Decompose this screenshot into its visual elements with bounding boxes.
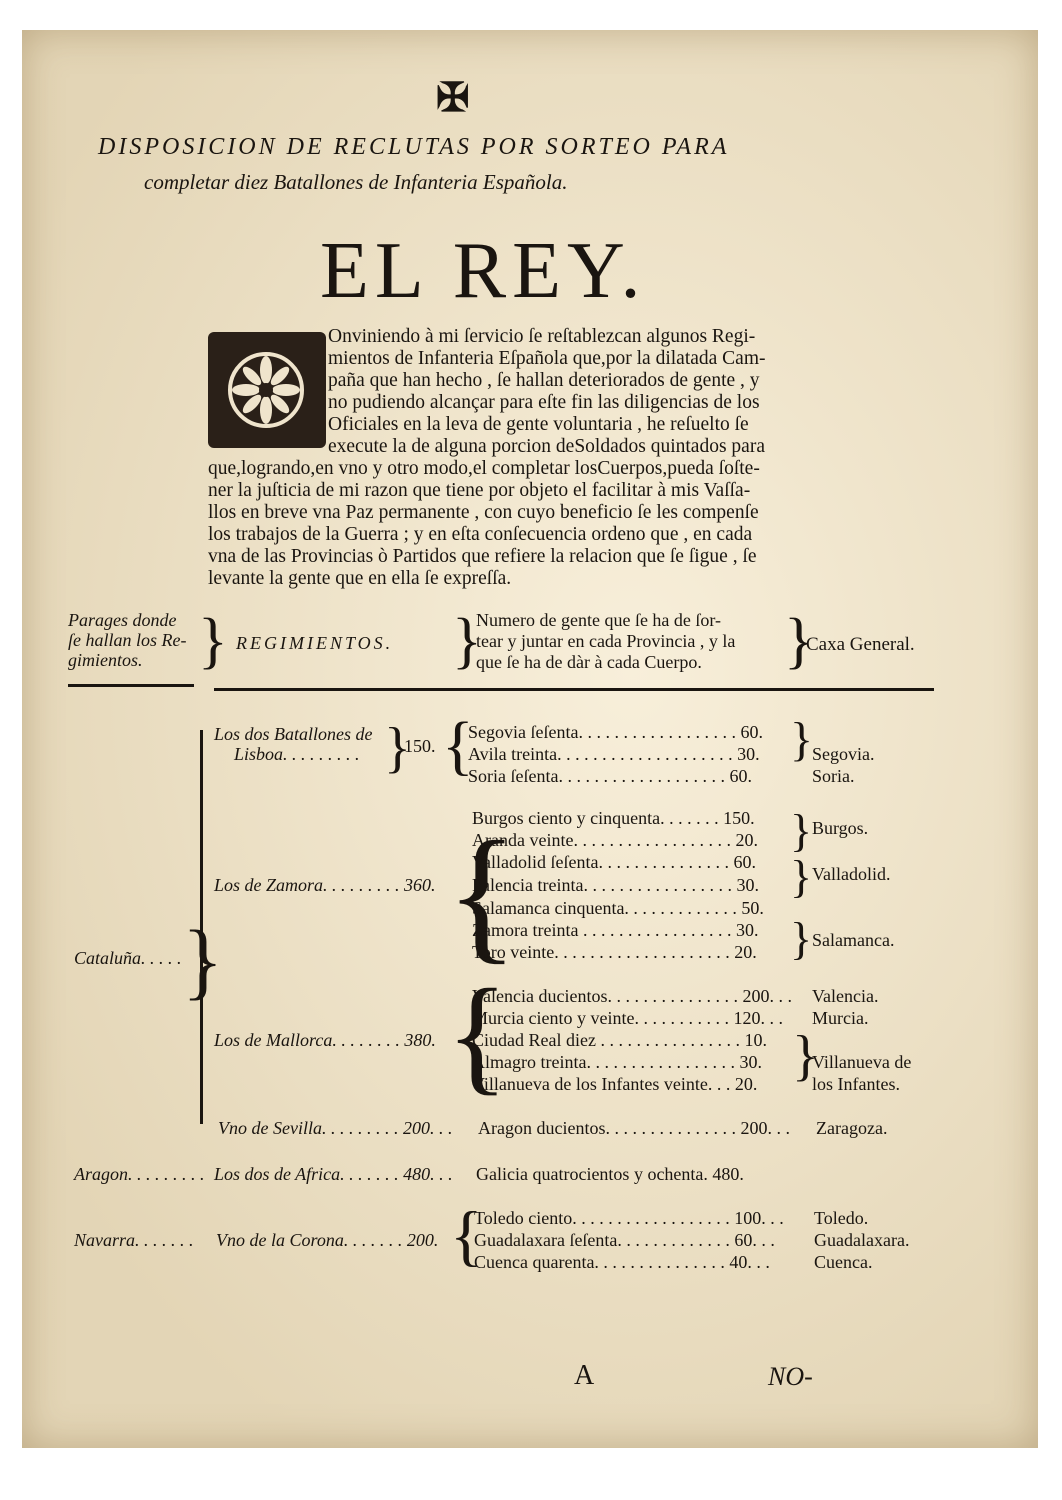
province-row: Galicia quatrocientos y ochenta. 480. (476, 1164, 744, 1184)
flower-icon (226, 350, 306, 430)
header-caxa: Caxa General. (806, 634, 915, 655)
province-row: Valladolid ſeſenta. . . . . . . . . . . . . . . 60. (472, 852, 756, 872)
body-line: levante la gente que en ella ſe expreſſa. (208, 568, 512, 589)
brace: } (198, 607, 228, 675)
brace: } (182, 912, 224, 1008)
caxa-name: Valencia. (812, 986, 879, 1006)
header-rule (214, 688, 934, 691)
caxa-name: Murcia. (812, 1008, 869, 1028)
brace: } (790, 713, 814, 766)
document-page (22, 30, 1038, 1448)
brace: { (442, 709, 474, 782)
caxa-name: Burgos. (812, 818, 869, 838)
province-row: Valencia ducientos. . . . . . . . . . . . . . . 200. . . (472, 986, 792, 1006)
body-line: llos en breve vna Paz permanente , con cuyo beneficio ſe les compenſe (208, 502, 759, 523)
parage-name: Aragon. . . . . . . . . (74, 1164, 205, 1184)
header-regimientos: REGIMIENTOS. (236, 633, 394, 653)
brace: } (790, 805, 813, 856)
caxa-name: Soria. (812, 766, 855, 786)
body-line: Onviniendo à mi ſervicio ſe reſtablezcan algunos Regi- (328, 326, 756, 347)
regiment-name: Los dos Batallones de (214, 724, 373, 744)
province-row: Burgos ciento y cinquenta. . . . . . . 150. (472, 808, 755, 828)
province-row: Murcia ciento y veinte. . . . . . . . . . . 120. . . (472, 1008, 783, 1028)
cross-ornament: ✠ (436, 75, 470, 120)
caxa-name: los Infantes. (812, 1074, 900, 1094)
regiment-name: Los dos de Africa. . . . . . . 480. . . (214, 1164, 453, 1184)
main-heading: EL REY. (320, 227, 647, 315)
caxa-name: Salamanca. (812, 930, 895, 950)
regiment-total: 150. (404, 736, 436, 756)
caxa-name: Cuenca. (814, 1252, 873, 1272)
regiment-name: Vno de Sevilla. . . . . . . . . 200. . . (218, 1118, 453, 1138)
body-line: Oficiales en la leva de gente voluntaria , he reſuelto ſe (328, 414, 749, 435)
province-row: Avila treinta. . . . . . . . . . . . . . . . . . . . 30. (468, 744, 760, 764)
parage-name: Navarra. . . . . . . (74, 1230, 194, 1250)
brace: { (450, 1197, 483, 1273)
body-line: que,logrando,en vno y otro modo,el completar losCuerpos,pueda ſoſte- (208, 458, 760, 479)
province-row: Villanueva de los Infantes veinte. . . 20. (472, 1074, 758, 1094)
province-row: Soria ſeſenta. . . . . . . . . . . . . . . . . . . 60. (468, 766, 752, 786)
province-row: Cuenca quarenta. . . . . . . . . . . . . . . 40. . . (474, 1252, 770, 1272)
province-row: Aranda veinte. . . . . . . . . . . . . . . . . . 20. (472, 830, 758, 850)
signature-mark: A (574, 1360, 595, 1391)
province-row: Palencia treinta. . . . . . . . . . . . . . . . . 30. (472, 875, 759, 895)
province-row: Segovia ſeſenta. . . . . . . . . . . . . . . . . . 60. (468, 722, 763, 742)
brace: } (790, 851, 813, 902)
body-line: execute la de alguna porcion deSoldados quintados para (328, 436, 765, 457)
regiment-name: Vno de la Corona. . . . . . . 200. (216, 1230, 439, 1250)
catchword: NO- (768, 1362, 813, 1391)
province-row: Guadalaxara ſeſenta. . . . . . . . . . . . . 60. . . (474, 1230, 775, 1250)
body-line: no pudiendo alcançar para eſte fin las diligencias de los (328, 392, 760, 413)
header-parages-line: gimientos. (68, 650, 143, 670)
dropcap-ornament (208, 332, 326, 448)
caxa-name: Toledo. (814, 1208, 869, 1228)
province-row: Almagro treinta. . . . . . . . . . . . . . . . . 30. (472, 1052, 762, 1072)
province-row: Toro veinte. . . . . . . . . . . . . . . . . . . . 20. (472, 942, 757, 962)
regiment-name: Los de Mallorca. . . . . . . . 380. (214, 1030, 436, 1050)
document-title: DISPOSICION DE RECLUTAS POR SORTEO PARA (98, 134, 730, 160)
body-line: vna de las Provincias ò Partidos que refiere la relacion que ſe ſigue , ſe (208, 546, 757, 567)
brace: } (792, 1025, 819, 1087)
body-line: los trabajos de la Guerra ; y en eſta conſecuencia ordeno que , en cada (208, 524, 753, 545)
province-row: Ciudad Real diez . . . . . . . . . . . . . . . . 10. (472, 1030, 767, 1050)
body-line: ner la juſticia de mi razon que tiene por objeto el facilitar à mis Vaſſa- (208, 480, 751, 501)
document-subtitle: completar diez Batallones de Infanteria Española. (144, 170, 568, 194)
header-numero-line: tear y juntar en cada Provincia , y la (476, 631, 736, 651)
province-row: Salamanca cinquenta. . . . . . . . . . . . . 50. (472, 898, 764, 918)
header-parages-line: ſe hallan los Re- (68, 630, 187, 650)
body-line: mientos de Infanteria Eſpañola que,por la dilatada Cam- (328, 348, 766, 369)
brace: { (446, 811, 518, 977)
caxa-name: Valladolid. (812, 864, 891, 884)
header-parages-line: Parages donde (68, 610, 177, 630)
header-numero-line: que ſe ha de dàr à cada Cuerpo. (476, 652, 702, 672)
regiment-name: Lisboa. . . . . . . . . (234, 744, 360, 764)
caxa-name: Guadalaxara. (814, 1230, 910, 1250)
parage-name: Cataluña. . . . . (74, 948, 182, 968)
header-numero-line: Numero de gente que ſe ha de ſor- (476, 610, 722, 630)
brace: } (784, 607, 814, 675)
caxa-name: Segovia. (812, 744, 875, 764)
caxa-name: Zaragoza. (816, 1118, 888, 1138)
province-row: Toledo ciento. . . . . . . . . . . . . . . . . . 100. . . (474, 1208, 784, 1228)
brace: { (446, 963, 509, 1107)
brace: } (384, 717, 411, 779)
brace: } (790, 913, 813, 964)
header-rule (68, 684, 194, 687)
body-line: paña que han hecho , ſe hallan deteriorados de gente , y (328, 370, 760, 391)
province-row: Aragon ducientos. . . . . . . . . . . . . . . 200. . . (478, 1118, 790, 1138)
province-row: Zamora treinta . . . . . . . . . . . . . . . . . 30. (472, 920, 759, 940)
brace: } (452, 607, 482, 675)
caxa-name: Villanueva de (812, 1052, 912, 1072)
regiment-name: Los de Zamora. . . . . . . . . 360. (214, 875, 436, 895)
